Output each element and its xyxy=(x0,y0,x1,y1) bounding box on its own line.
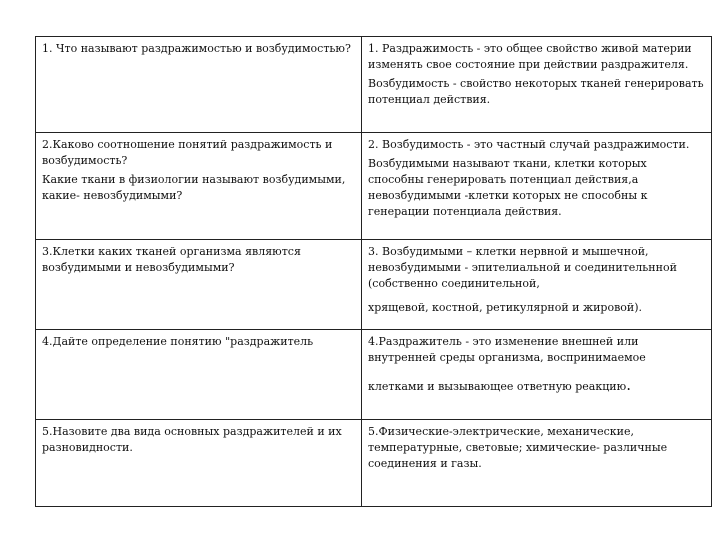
table-row xyxy=(36,240,712,330)
question-cell xyxy=(36,133,362,240)
answer-cell xyxy=(362,240,712,330)
question-text: 1. Что называют раздражимостью и возбудимостью? xyxy=(42,42,351,55)
table-row xyxy=(36,133,712,240)
answer-cell xyxy=(362,37,712,133)
table-row xyxy=(36,37,712,133)
answer-text: 4.Раздражитель - это изменение внешней или внутренней среды организма, воспринимаемое xyxy=(368,335,646,364)
question-cell xyxy=(36,37,362,133)
answer-cell xyxy=(362,420,712,507)
question-cell xyxy=(36,240,362,330)
answer-text: 3. Возбудимыми – клетки нервной и мышечной, невозбудимыми - эпителиальной и соединительнной (собственно соединительной, xyxy=(368,245,677,290)
answer-text: 2. Возбудимость - это частный случай раздражимости. xyxy=(368,138,690,151)
answer-cell xyxy=(362,330,712,420)
answer-text-line xyxy=(368,377,705,395)
question-text: 2.Каково соотношение понятий раздражимость и возбудимость? xyxy=(42,138,333,167)
answer-text: 5.Физические-электрические, механические, температурные, световые; химические- различные соединения и газы. xyxy=(368,425,668,470)
question-cell xyxy=(36,330,362,420)
table-row xyxy=(36,330,712,420)
question-text: 5.Назовите два вида основных раздражителей и их разновидности. xyxy=(42,425,342,454)
answer-text: Возбудимость - свойство некоторых тканей генерировать потенциал действия. xyxy=(368,77,704,106)
qa-table xyxy=(35,36,712,507)
answer-cell xyxy=(362,133,712,240)
answer-text: хрящевой, костной, ретикулярной и жировой). xyxy=(368,301,643,314)
answer-text: Возбудимыми называют ткани, клетки которых способны генерировать потенциал действия,а невозбудимыми -клетки которых не способны к генерации потенциала действия. xyxy=(368,157,648,218)
answer-text: 1. Раздражимость - это общее свойство живой материи изменять свое состояние при действии раздражителя. xyxy=(368,42,692,71)
question-text: 4.Дайте определение понятию "раздражитель xyxy=(42,335,314,348)
question-text: Какие ткани в физиологии называют возбудимыми, какие- невозбудимыми? xyxy=(42,173,346,202)
answer-period: . xyxy=(626,376,631,394)
table-row xyxy=(36,420,712,507)
answer-text: клетками и вызывающее ответную реакцию xyxy=(368,380,627,393)
question-text: 3.Клетки каких тканей организма являются возбудимыми и невозбудимыми? xyxy=(42,245,301,274)
question-cell xyxy=(36,420,362,507)
